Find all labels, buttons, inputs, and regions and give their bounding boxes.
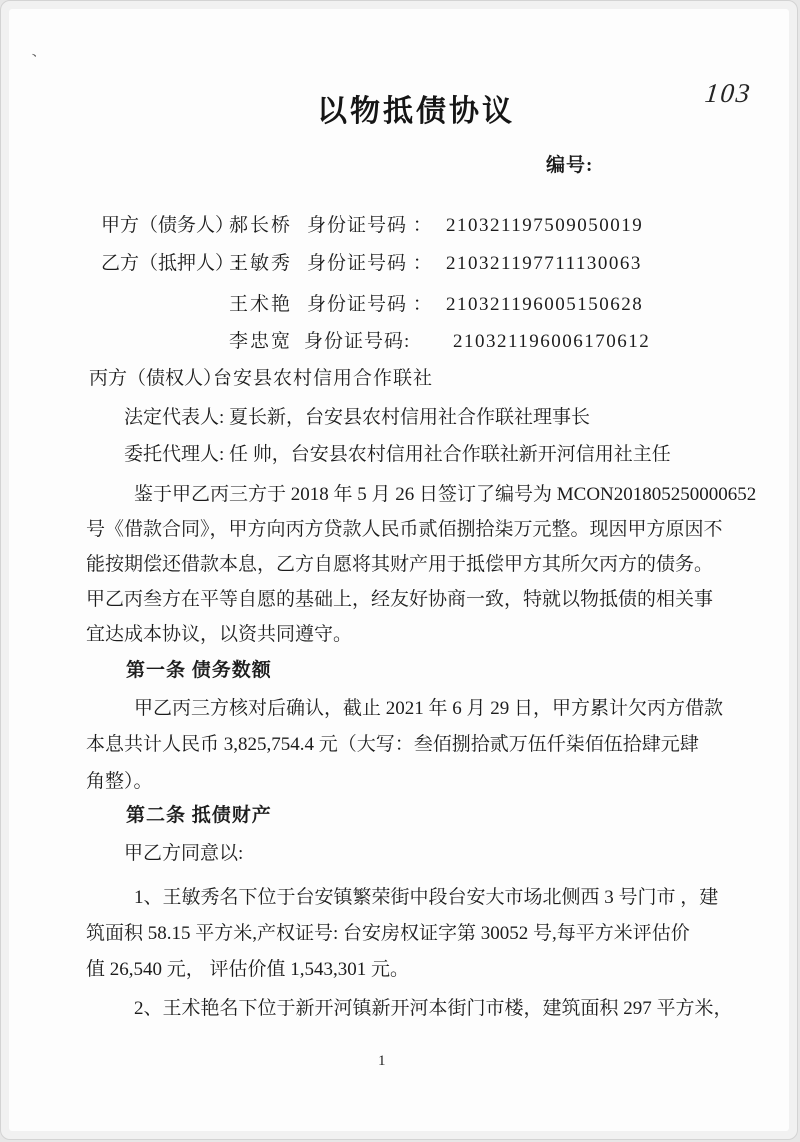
party-role: 丙方（债权人）: <box>89 368 228 389</box>
id-label: 身份证号码 ： <box>307 294 433 315</box>
debt-amount-line: 本息共计人民币 3,825,754.4 元（大写：叁佰捌拾贰万伍仟柒佰伍拾肆元肆 <box>86 734 699 755</box>
collateral-item-1-line: 值 26,540 元， 评估价值 1,543,301 元。 <box>86 959 410 980</box>
legal-representative-line: 法定代表人: 夏长新，台安县农村信用社合作联社理事长 <box>124 407 591 428</box>
stray-ink-mark: 、 <box>29 42 47 61</box>
document-content <box>1 1 797 1139</box>
collateral-item-1-line: 1、王敏秀名下位于台安镇繁荣街中段台安大市场北侧西 3 号门市 ，建 <box>134 887 719 908</box>
footer-page-number: 1 <box>378 1053 386 1069</box>
id-number: 210321196005150628 <box>446 294 644 315</box>
page-title: 以物抵债协议 <box>317 95 515 128</box>
preamble-line: 鉴于甲乙丙三方于 2018 年 5 月 26 日签订了编号为 MCON201805250000652 <box>134 484 757 505</box>
id-label: 身份证号码: <box>304 331 411 352</box>
party-role: 甲方（债务人）: <box>101 215 240 236</box>
article-1-heading: 第一条 债务数额 <box>126 660 272 681</box>
collateral-item-1-line: 筑面积 58.15 平方米,产权证号: 台安房权证字第 30052 号,每平方米评估价 <box>86 923 690 944</box>
consent-line: 甲乙方同意以: <box>124 843 244 864</box>
preamble-line: 甲乙丙叁方在平等自愿的基础上，经友好协商一致，特就以物抵债的相关事 <box>86 589 714 610</box>
preamble-line: 能按期偿还借款本息，乙方自愿将其财产用于抵偿甲方其所欠丙方的债务。 <box>86 554 714 575</box>
party-row-a <box>1 213 797 239</box>
debt-amount-line: 角整）。 <box>86 771 153 792</box>
id-number: 210321197509050019 <box>446 215 644 236</box>
corner-page-number: 103 <box>703 78 754 108</box>
party-name: 李忠宽 <box>229 331 293 352</box>
id-number: 210321197711130063 <box>446 253 642 274</box>
debt-amount-line: 甲乙丙三方核对后确认，截止 2021 年 6 月 29 日，甲方累计欠丙方借款 <box>134 698 724 719</box>
party-row-b2 <box>1 292 797 318</box>
party-row-b1 <box>1 251 797 277</box>
party-name: 郝长桥 <box>229 215 293 236</box>
collateral-item-2-line: 2、王术艳名下位于新开河镇新开河本街门市楼，建筑面积 297 平方米， <box>134 998 733 1019</box>
party-name: 王敏秀 <box>229 253 293 274</box>
agent-line: 委托代理人: 任 帅，台安县农村信用社合作联社新开河信用社主任 <box>124 444 671 465</box>
id-number: 210321196006170612 <box>453 331 651 352</box>
id-label: 身份证号码 ： <box>307 215 433 236</box>
party-role: 乙方（抵押人）: <box>101 253 240 274</box>
party-row-c <box>1 366 797 392</box>
party-name: 王术艳 <box>229 294 293 315</box>
preamble-line: 号《借款合同》，甲方向丙方贷款人民币贰佰捌拾柒万元整。现因甲方原因不 <box>86 519 723 540</box>
ref-number-label: 编号: <box>546 155 594 176</box>
party-row-b3 <box>1 329 797 355</box>
party-name: 台安县农村信用合作联社 <box>213 368 434 389</box>
preamble-line: 宜达成本协议，以资共同遵守。 <box>86 624 353 645</box>
id-label: 身份证号码 ： <box>307 253 433 274</box>
article-2-heading: 第二条 抵债财产 <box>126 805 272 826</box>
